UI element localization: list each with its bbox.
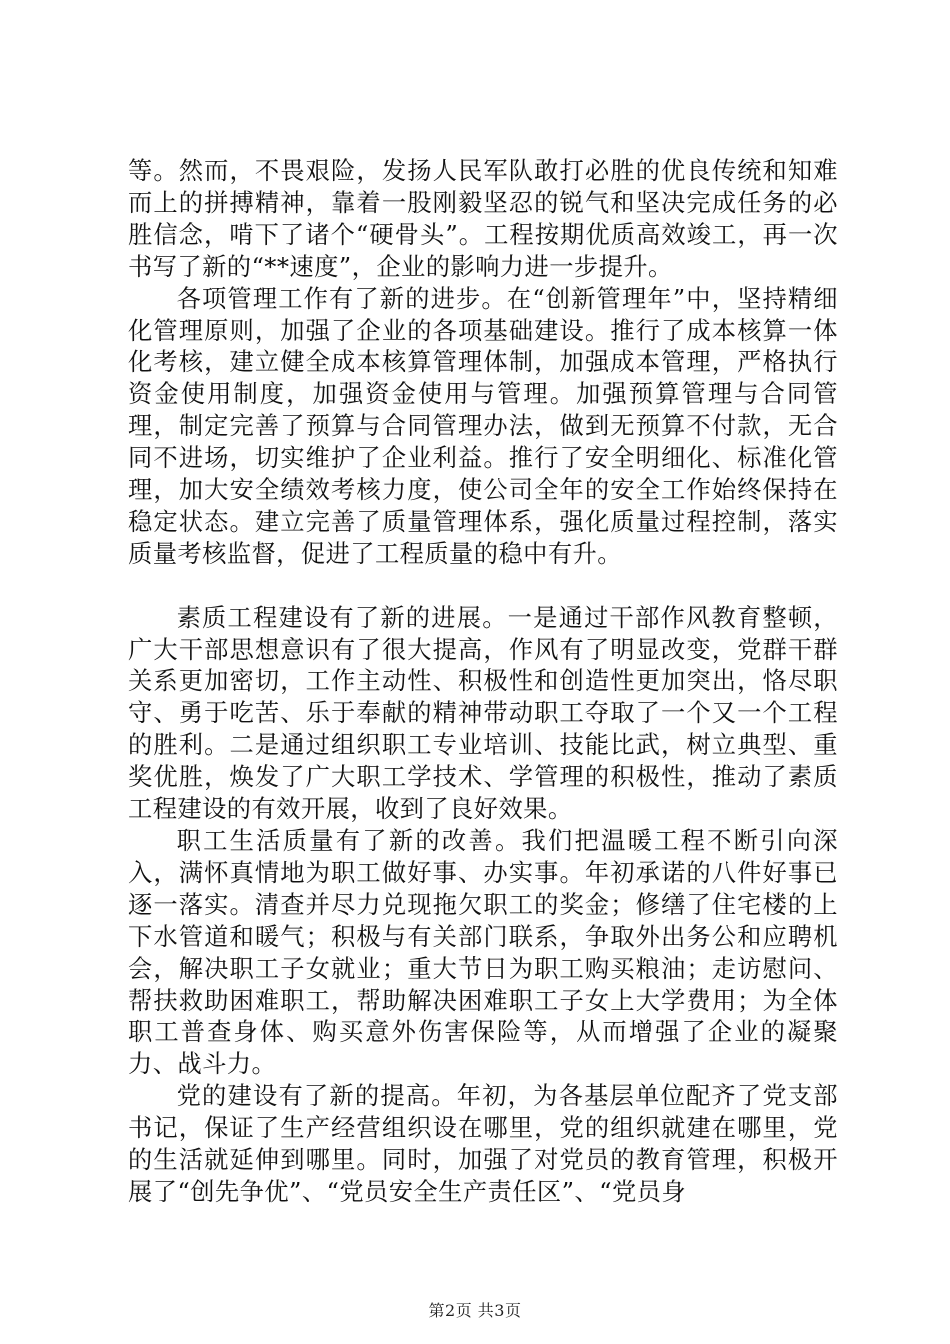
paragraph-continued-from-previous-page: 等。然而，不畏艰险，发扬人民军队敢打必胜的优良传统和知难而上的拼搏精神，靠着一股刚毅坚忍的锐气和坚决完成任务的必胜信念，啃下了诸个“硬骨头”。工程按期优质高效竣工，再一次书写了新的“**速度”，企业的影响力进一步提升。: [128, 156, 838, 281]
paragraph-quality-engineering: 素质工程建设有了新的进展。一是通过干部作风教育整顿，广大干部思想意识有了很大提高，作风有了明显改变，党群干群关系更加密切，工作主动性、积极性和创造性更加突出，恪尽职守、勇于吃苦、乐于奉献的精神带动职工夺取了一个又一个工程的胜利。二是通过组织职工专业培训、技能比武，树立典型、重奖优胜，焕发了广大职工学技术、学管理的积极性，推动了素质工程建设的有效开展，收到了良好效果。: [128, 602, 838, 824]
paragraph-party-building: 党的建设有了新的提高。年初，为各基层单位配齐了党支部书记，保证了生产经营组织设在哪里，党的组织就建在哪里，党的生活就延伸到哪里。同时，加强了对党员的教育管理，积极开展了“创先争优”、“党员安全生产责任区”、“党员身: [128, 1081, 838, 1206]
paragraph-management-progress: 各项管理工作有了新的进步。在“创新管理年”中，坚持精细化管理原则，加强了企业的各项基础建设。推行了成本核算一体化考核，建立健全成本核算管理体制，加强成本管理，严格执行资金使用制度，加强资金使用与管理。加强预算管理与合同管理，制定完善了预算与合同管理办法，做到无预算不付款，无合同不进场，切实维护了企业利益。推行了安全明细化、标准化管理，加大安全绩效考核力度，使公司全年的安全工作始终保持在稳定状态。建立完善了质量管理体系，强化质量过程控制，落实质量考核监督，促进了工程质量的稳中有升。: [128, 283, 838, 568]
document-body: [128, 155, 838, 1208]
paragraph-staff-welfare: 职工生活质量有了新的改善。我们把温暖工程不断引向深入，满怀真情地为职工做好事、办实事。年初承诺的八件好事已逐一落实。清查并尽力兑现拖欠职工的奖金；修缮了住宅楼的上下水管道和暖气；积极与有关部门联系，争取外出务公和应聘机会，解决职工子女就业；重大节日为职工购买粮油；走访慰问、帮扶救助困难职工，帮助解决困难职工子女上大学费用；为全体职工普查身体、购买意外伤害保险等，从而增强了企业的凝聚力、战斗力。: [128, 826, 838, 1079]
page-number-footer: 第2页 共3页: [428, 1301, 522, 1320]
